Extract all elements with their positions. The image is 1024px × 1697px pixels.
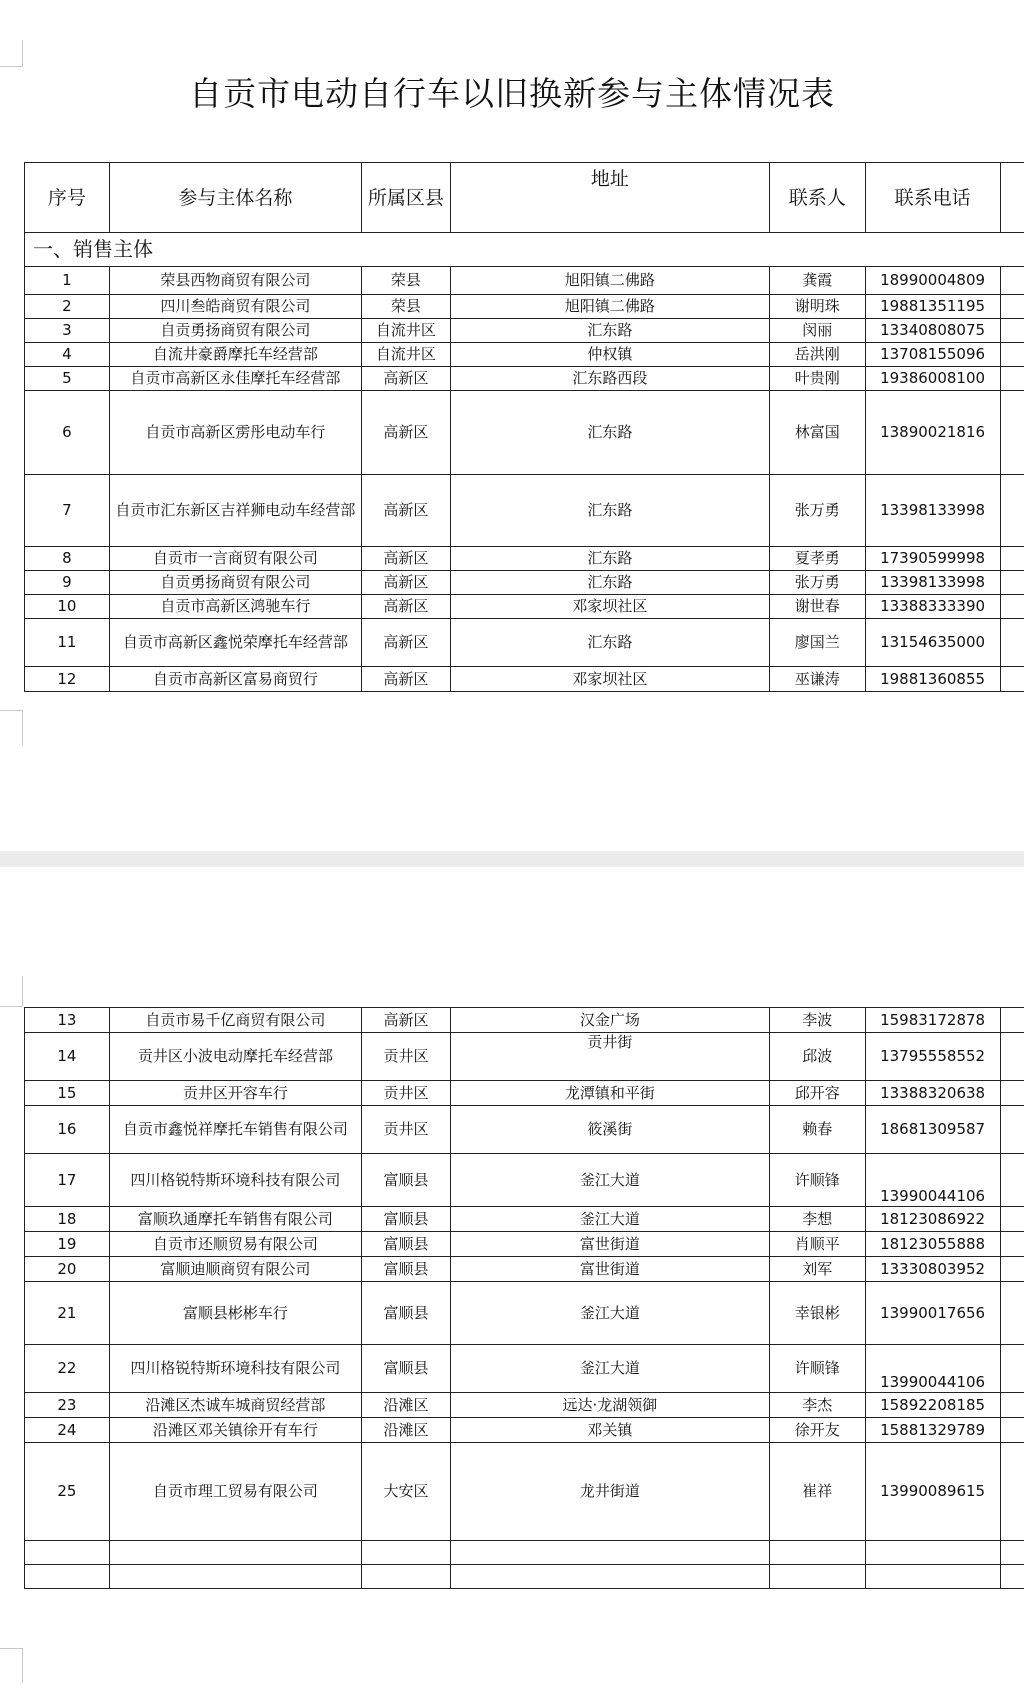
cell-contact: 谢明珠 [769, 295, 865, 319]
cell-name: 自贡勇扬商贸有限公司 [109, 571, 361, 595]
cell-contact: 赖春 [769, 1106, 865, 1154]
cell-district: 富顺县 [362, 1207, 451, 1232]
cell-phone: 13388333390 [865, 595, 1000, 619]
cell-district: 高新区 [362, 391, 451, 475]
cell-name: 富顺县彬彬车行 [109, 1282, 361, 1345]
cell-phone: 19881351195 [865, 295, 1000, 319]
cell-no: 9 [25, 571, 110, 595]
table-row [25, 1008, 1024, 1033]
cell-address: 汇东路 [450, 571, 769, 595]
cell-no: 3 [25, 319, 110, 343]
empty-cell [25, 1565, 110, 1589]
cell-address: 邓家坝社区 [450, 667, 769, 692]
cell-phone: 13398133998 [865, 571, 1000, 595]
cell-contact: 谢世春 [769, 595, 865, 619]
section-label: 一、销售主体 [25, 233, 1024, 267]
cell-clipped [1000, 547, 1024, 571]
table-row [25, 343, 1024, 367]
header-clipped [1000, 163, 1024, 233]
cell-name: 自贡市还顺贸易有限公司 [109, 1232, 361, 1257]
cell-district: 富顺县 [362, 1232, 451, 1257]
document-title: 自贡市电动自行车以旧换新参与主体情况表 [189, 74, 835, 113]
cell-name: 自贡市鑫悦祥摩托车销售有限公司 [109, 1106, 361, 1154]
cell-district: 贡井区 [362, 1033, 451, 1081]
cell-name: 贡井区小波电动摩托车经营部 [109, 1033, 361, 1081]
cell-address: 汉金广场 [450, 1008, 769, 1033]
cell-contact: 肖顺平 [769, 1232, 865, 1257]
cell-name: 自贡市高新区永佳摩托车经营部 [109, 367, 361, 391]
table-row [25, 319, 1024, 343]
table-row [25, 1207, 1024, 1232]
cell-district: 富顺县 [362, 1257, 451, 1282]
cell-no: 18 [25, 1207, 110, 1232]
cell-name: 荣县西物商贸有限公司 [109, 267, 361, 295]
cell-phone: 13330803952 [865, 1257, 1000, 1282]
cell-contact: 崔祥 [769, 1443, 865, 1541]
table-row [25, 267, 1024, 295]
cell-address: 釜江大道 [450, 1154, 769, 1207]
table-row [25, 1232, 1024, 1257]
cell-address: 仲权镇 [450, 343, 769, 367]
cell-district: 高新区 [362, 595, 451, 619]
table-row [25, 1345, 1024, 1393]
cell-clipped [1000, 1033, 1024, 1081]
cell-phone: 17390599998 [865, 547, 1000, 571]
cell-name: 四川叁皓商贸有限公司 [109, 295, 361, 319]
cell-address: 龙井街道 [450, 1443, 769, 1541]
cell-address: 汇东路 [450, 475, 769, 547]
table-row [25, 571, 1024, 595]
empty-cell [450, 1565, 769, 1589]
cell-name: 自贡市易千亿商贸有限公司 [109, 1008, 361, 1033]
cell-address: 釜江大道 [450, 1207, 769, 1232]
table-row [25, 547, 1024, 571]
section-row [25, 233, 1024, 267]
cell-clipped [1000, 667, 1024, 692]
cell-phone: 18123086922 [865, 1207, 1000, 1232]
cell-district: 贡井区 [362, 1081, 451, 1106]
empty-row [25, 1541, 1024, 1565]
cell-address: 龙潭镇和平街 [450, 1081, 769, 1106]
table-row [25, 1393, 1024, 1418]
cell-contact: 李想 [769, 1207, 865, 1232]
empty-cell [865, 1565, 1000, 1589]
cell-address: 汇东路 [450, 319, 769, 343]
cell-phone: 15881329789 [865, 1418, 1000, 1443]
cell-name: 自贡市汇东新区吉祥狮电动车经营部 [109, 475, 361, 547]
cell-district: 富顺县 [362, 1345, 451, 1393]
cell-contact: 刘军 [769, 1257, 865, 1282]
cell-clipped [1000, 1257, 1024, 1282]
cell-name: 四川格锐特斯环境科技有限公司 [109, 1345, 361, 1393]
cell-no: 16 [25, 1106, 110, 1154]
cell-no: 15 [25, 1081, 110, 1106]
cell-phone: 13990044106 [865, 1154, 1000, 1207]
cell-address: 旭阳镇二佛路 [450, 295, 769, 319]
cell-phone: 13990017656 [865, 1282, 1000, 1345]
header-address: 地址 [450, 163, 769, 233]
crop-mark [0, 976, 23, 1007]
table-row [25, 1443, 1024, 1541]
cell-clipped [1000, 1443, 1024, 1541]
cell-contact: 林富国 [769, 391, 865, 475]
page-separator [0, 851, 1024, 867]
cell-phone: 18681309587 [865, 1106, 1000, 1154]
table-row [25, 1418, 1024, 1443]
table-row [25, 367, 1024, 391]
crop-mark [0, 710, 23, 745]
cell-no: 13 [25, 1008, 110, 1033]
table-row [25, 667, 1024, 692]
cell-contact: 邱开容 [769, 1081, 865, 1106]
cell-name: 自贡市高新区鸿驰车行 [109, 595, 361, 619]
participants-table-page-1 [24, 162, 1024, 692]
cell-name: 贡井区开容车行 [109, 1081, 361, 1106]
table-row [25, 391, 1024, 475]
cell-no: 4 [25, 343, 110, 367]
table-row [25, 1033, 1024, 1081]
cell-no: 8 [25, 547, 110, 571]
header-contact: 联系人 [769, 163, 865, 233]
cell-phone: 13388320638 [865, 1081, 1000, 1106]
cell-phone: 15892208185 [865, 1393, 1000, 1418]
cell-no: 10 [25, 595, 110, 619]
empty-cell [362, 1565, 451, 1589]
table-header-row [25, 163, 1024, 233]
cell-contact: 许顺锋 [769, 1345, 865, 1393]
cell-clipped [1000, 1282, 1024, 1345]
cell-address: 富世街道 [450, 1232, 769, 1257]
cell-name: 自贡市高新区鑫悦荣摩托车经营部 [109, 619, 361, 667]
cell-clipped [1000, 1232, 1024, 1257]
cell-district: 高新区 [362, 571, 451, 595]
cell-address: 汇东路西段 [450, 367, 769, 391]
cell-no: 22 [25, 1345, 110, 1393]
cell-clipped [1000, 1081, 1024, 1106]
cell-name: 富顺迪顺商贸有限公司 [109, 1257, 361, 1282]
cell-name: 自贡市一言商贸有限公司 [109, 547, 361, 571]
cell-name: 四川格锐特斯环境科技有限公司 [109, 1154, 361, 1207]
cell-district: 高新区 [362, 475, 451, 547]
cell-clipped [1000, 391, 1024, 475]
cell-contact: 幸银彬 [769, 1282, 865, 1345]
cell-district: 富顺县 [362, 1154, 451, 1207]
cell-district: 荣县 [362, 295, 451, 319]
cell-district: 荣县 [362, 267, 451, 295]
cell-name: 自贡勇扬商贸有限公司 [109, 319, 361, 343]
cell-address: 富世街道 [450, 1257, 769, 1282]
cell-name: 自贡市高新区雳彤电动车行 [109, 391, 361, 475]
cell-clipped [1000, 343, 1024, 367]
empty-cell [1000, 1565, 1024, 1589]
cell-no: 2 [25, 295, 110, 319]
cell-address: 邓家坝社区 [450, 595, 769, 619]
cell-district: 高新区 [362, 547, 451, 571]
cell-phone: 13990044106 [865, 1345, 1000, 1393]
crop-mark [0, 1648, 23, 1683]
empty-cell [769, 1565, 865, 1589]
cell-no: 17 [25, 1154, 110, 1207]
table-row [25, 1282, 1024, 1345]
cell-address: 汇东路 [450, 619, 769, 667]
table-row [25, 1106, 1024, 1154]
cell-clipped [1000, 1008, 1024, 1033]
cell-district: 沿滩区 [362, 1393, 451, 1418]
cell-no: 25 [25, 1443, 110, 1541]
empty-cell [109, 1565, 361, 1589]
cell-contact: 张万勇 [769, 571, 865, 595]
cell-district: 自流井区 [362, 319, 451, 343]
cell-clipped [1000, 1418, 1024, 1443]
cell-contact: 闵丽 [769, 319, 865, 343]
table-row [25, 1257, 1024, 1282]
table-row [25, 1154, 1024, 1207]
cell-name: 沿滩区杰诚车城商贸经营部 [109, 1393, 361, 1418]
cell-phone: 13340808075 [865, 319, 1000, 343]
cell-district: 贡井区 [362, 1106, 451, 1154]
cell-no: 7 [25, 475, 110, 547]
cell-no: 1 [25, 267, 110, 295]
cell-phone: 13795558552 [865, 1033, 1000, 1081]
cell-phone: 13890021816 [865, 391, 1000, 475]
empty-cell [450, 1541, 769, 1565]
cell-clipped [1000, 319, 1024, 343]
cell-contact: 徐开友 [769, 1418, 865, 1443]
cell-name: 自流井豪爵摩托车经营部 [109, 343, 361, 367]
cell-no: 20 [25, 1257, 110, 1282]
cell-phone: 13398133998 [865, 475, 1000, 547]
cell-phone: 13990089615 [865, 1443, 1000, 1541]
table-row [25, 295, 1024, 319]
cell-district: 自流井区 [362, 343, 451, 367]
cell-clipped [1000, 571, 1024, 595]
cell-district: 大安区 [362, 1443, 451, 1541]
cell-address: 远达·龙湖领御 [450, 1393, 769, 1418]
cell-no: 21 [25, 1282, 110, 1345]
empty-cell [769, 1541, 865, 1565]
empty-row [25, 1565, 1024, 1589]
cell-clipped [1000, 367, 1024, 391]
cell-address: 邓关镇 [450, 1418, 769, 1443]
cell-name: 自贡市理工贸易有限公司 [109, 1443, 361, 1541]
cell-no: 11 [25, 619, 110, 667]
header-name: 参与主体名称 [109, 163, 361, 233]
cell-no: 5 [25, 367, 110, 391]
cell-district: 高新区 [362, 667, 451, 692]
empty-cell [1000, 1541, 1024, 1565]
table-row [25, 619, 1024, 667]
cell-address: 釜江大道 [450, 1282, 769, 1345]
cell-name: 沿滩区邓关镇徐开有车行 [109, 1418, 361, 1443]
table-row [25, 1081, 1024, 1106]
cell-contact: 李波 [769, 1008, 865, 1033]
table-body [25, 267, 1024, 692]
cell-phone: 15983172878 [865, 1008, 1000, 1033]
cell-clipped [1000, 267, 1024, 295]
cell-address: 筱溪街 [450, 1106, 769, 1154]
crop-mark [0, 40, 23, 67]
cell-contact: 夏孝勇 [769, 547, 865, 571]
cell-name: 自贡市高新区富易商贸行 [109, 667, 361, 692]
cell-phone: 18123055888 [865, 1232, 1000, 1257]
cell-phone: 19386008100 [865, 367, 1000, 391]
cell-clipped [1000, 1345, 1024, 1393]
cell-district: 富顺县 [362, 1282, 451, 1345]
participants-table-page-2 [24, 1007, 1024, 1589]
cell-phone: 18990004809 [865, 267, 1000, 295]
cell-address: 汇东路 [450, 391, 769, 475]
cell-no: 24 [25, 1418, 110, 1443]
cell-no: 14 [25, 1033, 110, 1081]
cell-no: 23 [25, 1393, 110, 1418]
cell-address: 釜江大道 [450, 1345, 769, 1393]
cell-name: 富顺玖通摩托车销售有限公司 [109, 1207, 361, 1232]
table-row [25, 475, 1024, 547]
cell-contact: 邱波 [769, 1033, 865, 1081]
cell-no: 12 [25, 667, 110, 692]
cell-no: 6 [25, 391, 110, 475]
cell-contact: 叶贵刚 [769, 367, 865, 391]
cell-district: 高新区 [362, 619, 451, 667]
empty-cell [109, 1541, 361, 1565]
cell-contact: 岳洪刚 [769, 343, 865, 367]
cell-phone: 13708155096 [865, 343, 1000, 367]
cell-clipped [1000, 295, 1024, 319]
cell-clipped [1000, 1154, 1024, 1207]
cell-address: 旭阳镇二佛路 [450, 267, 769, 295]
header-no: 序号 [25, 163, 110, 233]
cell-address: 汇东路 [450, 547, 769, 571]
cell-district: 沿滩区 [362, 1418, 451, 1443]
cell-contact: 张万勇 [769, 475, 865, 547]
cell-contact: 许顺锋 [769, 1154, 865, 1207]
cell-phone: 19881360855 [865, 667, 1000, 692]
cell-no: 19 [25, 1232, 110, 1257]
cell-contact: 廖国兰 [769, 619, 865, 667]
cell-district: 高新区 [362, 367, 451, 391]
empty-cell [865, 1541, 1000, 1565]
empty-cell [362, 1541, 451, 1565]
cell-clipped [1000, 1393, 1024, 1418]
cell-contact: 李杰 [769, 1393, 865, 1418]
header-phone: 联系电话 [865, 163, 1000, 233]
cell-contact: 龚霞 [769, 267, 865, 295]
cell-clipped [1000, 1106, 1024, 1154]
cell-clipped [1000, 475, 1024, 547]
table-body [25, 1008, 1024, 1589]
empty-cell [25, 1541, 110, 1565]
cell-district: 高新区 [362, 1008, 451, 1033]
table-row [25, 595, 1024, 619]
cell-clipped [1000, 1207, 1024, 1232]
cell-clipped [1000, 595, 1024, 619]
cell-phone: 13154635000 [865, 619, 1000, 667]
header-district: 所属区县 [362, 163, 451, 233]
cell-address: 贡井街 [450, 1033, 769, 1081]
cell-contact: 巫谦涛 [769, 667, 865, 692]
cell-clipped [1000, 619, 1024, 667]
